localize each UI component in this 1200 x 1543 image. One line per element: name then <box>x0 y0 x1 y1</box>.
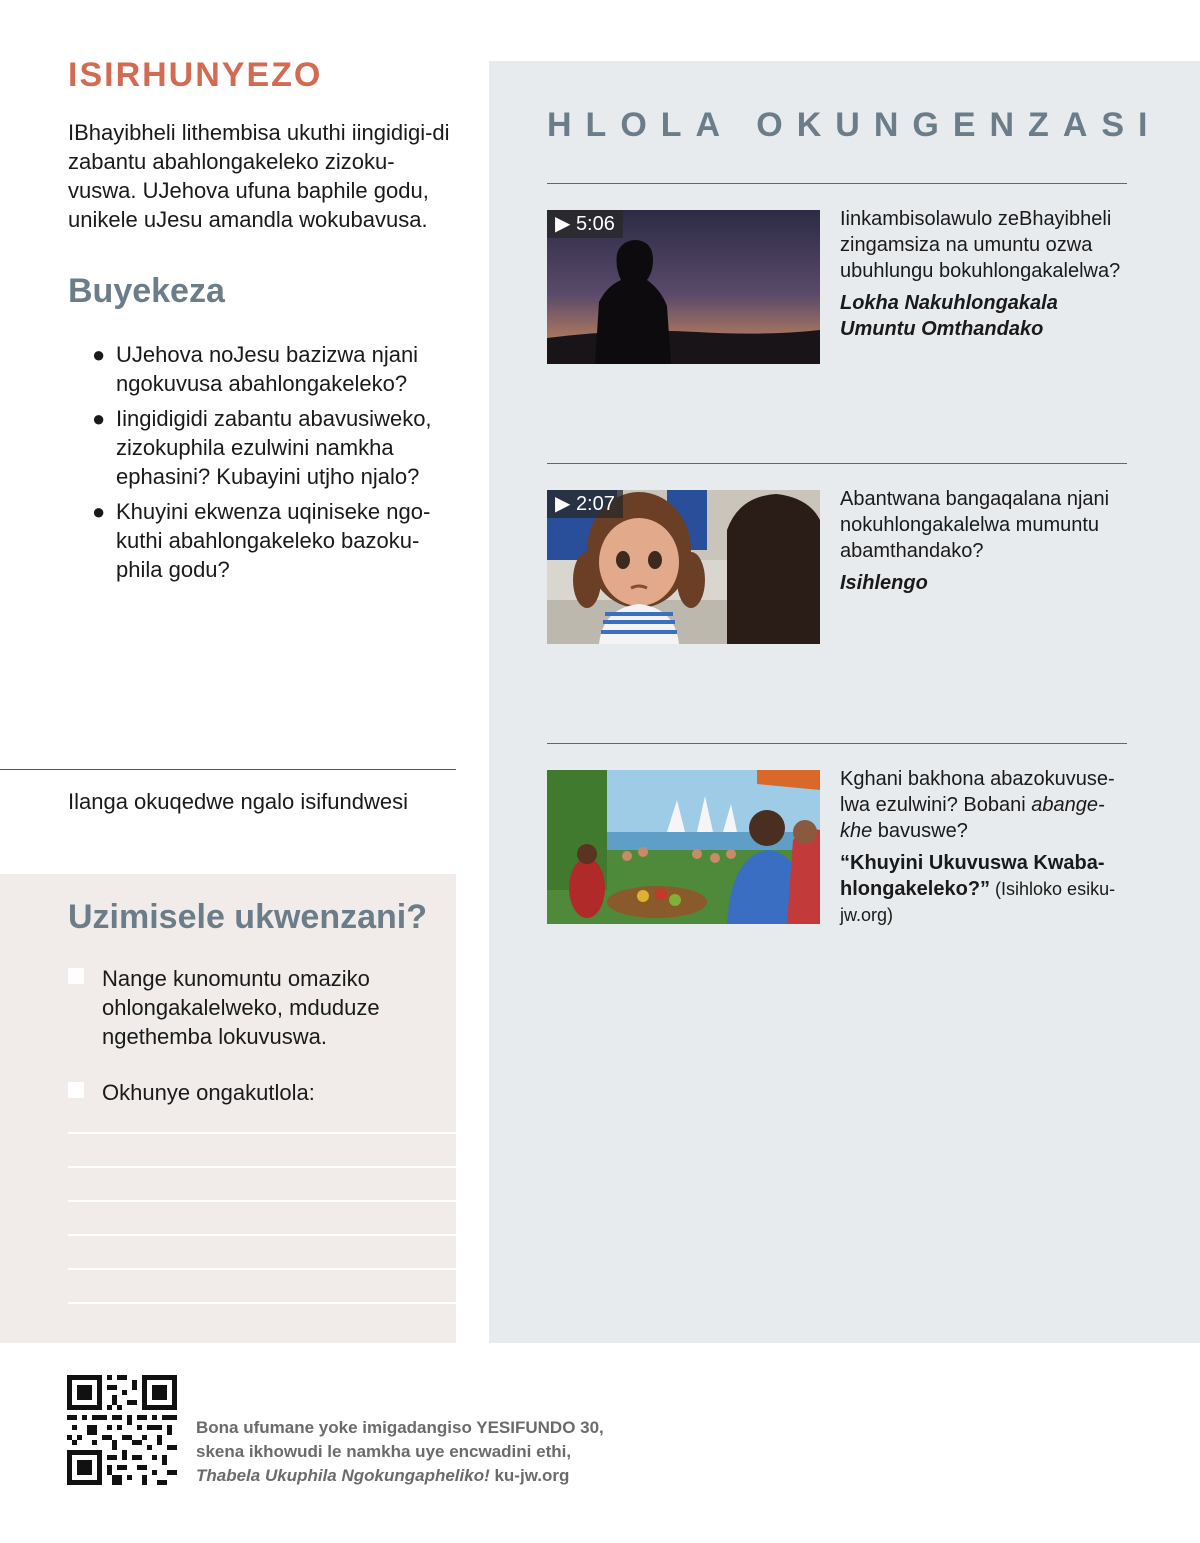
video-title-link[interactable]: Lokha Nakuhlongakala Umuntu Omthandako <box>840 292 1058 340</box>
review-question: Khuyini ekwenza uqiniseke ngo-kuthi abahlongakeleko bazoku-phila godu? <box>116 499 431 582</box>
summary-heading: ISIRHUNYEZO <box>68 56 323 94</box>
question-text: Kghani bakhona abazokuvuse-lwa ezulwini? Bobani <box>840 768 1115 816</box>
site-link[interactable]: ku-jw.org <box>489 1466 570 1485</box>
qr-code-icon[interactable] <box>67 1375 177 1485</box>
list-item <box>92 404 462 491</box>
footer-line: skena ikhowudi le namkha uye encwadini ethi, <box>196 1442 572 1461</box>
review-heading: Buyekeza <box>68 272 225 310</box>
explore-item-text <box>840 486 1130 596</box>
explore-item-text <box>840 766 1130 928</box>
bullet-icon: ● <box>92 406 106 431</box>
summary-text: IBhayibheli lithembisa ukuthi iingidigi-di zabantu abahlongakeleko zizoku-vuswa. UJehova ufuna baphile godu, unikele uJesu amandla wokubavusa. <box>68 120 450 232</box>
goal-option-label: Nange kunomuntu omaziko ohlongakalelweko, mduduze ngethemba lokuvuswa. <box>102 966 380 1049</box>
footer-text <box>196 1416 636 1488</box>
writing-line[interactable] <box>68 1132 456 1134</box>
review-question: UJehova noJesu bazizwa njani ngokuvusa abahlongakeleko? <box>116 342 419 396</box>
question-emphasis: abange-khe <box>840 794 1105 842</box>
footer-line: Bona ufumane yoke imigadangiso YESIFUNDO 30, <box>196 1418 604 1437</box>
divider <box>547 463 1127 464</box>
writing-line[interactable] <box>68 1234 456 1236</box>
goal-heading: Uzimisele ukwenzani? <box>68 898 427 936</box>
writing-line[interactable] <box>68 1200 456 1202</box>
review-question: Iingidigidi zabantu abavusiweko, zizokuphila ezulwini namkha ephasini? Kubayini utjho njalo? <box>116 406 432 489</box>
video-title-link[interactable]: Isihlengo <box>840 572 928 594</box>
video-thumbnail[interactable] <box>547 210 820 364</box>
video-duration: ▶ 2:07 <box>547 490 623 518</box>
review-list <box>92 340 462 590</box>
date-completed-label: Ilanga okuqedwe ngalo isifundwesi <box>68 789 409 814</box>
article-source: (Isihloko esiku-jw.org) <box>840 879 1116 925</box>
bullet-icon: ● <box>92 499 106 524</box>
writing-line[interactable] <box>68 1166 456 1168</box>
writing-line[interactable] <box>68 1302 456 1304</box>
article-title[interactable]: “Khuyini Ukuvuswa Kwaba-hlongakeleko?” <box>840 852 1105 900</box>
video-thumbnail[interactable] <box>547 490 820 644</box>
goal-option-label: Okhunye ongakutlola: <box>102 1080 315 1105</box>
list-item <box>92 497 462 584</box>
goal-option[interactable] <box>68 964 448 1051</box>
explore-question: Abantwana bangaqalana njani nokuhlongakalelwa mumuntu abamthandako? <box>840 488 1110 562</box>
list-item <box>92 340 462 398</box>
footer-line <box>196 1464 636 1488</box>
divider <box>547 183 1127 184</box>
article-thumbnail[interactable] <box>547 770 820 924</box>
article-title-link[interactable] <box>840 850 1130 928</box>
book-title: Thabela Ukuphila Ngokungapheliko! <box>196 1466 490 1485</box>
video-duration: ▶ 5:06 <box>547 210 623 238</box>
explore-question: Iinkambisolawulo zeBhayibheli zingamsiza na umuntu ozwa ubuhlungu bokuhlongakalelwa? <box>840 208 1121 282</box>
writing-line[interactable] <box>68 1268 456 1270</box>
goal-box <box>0 874 456 1343</box>
explore-item-text <box>840 206 1130 342</box>
explore-question <box>840 766 1130 844</box>
checkbox[interactable] <box>68 968 84 984</box>
question-text: bavuswe? <box>872 820 968 842</box>
bullet-icon: ● <box>92 342 106 367</box>
checkbox[interactable] <box>68 1082 84 1098</box>
paradise-gathering-image <box>547 770 820 924</box>
explore-heading: HLOLA OKUNGENZASI <box>547 106 1162 144</box>
divider <box>547 743 1127 744</box>
goal-option[interactable] <box>68 1078 448 1107</box>
divider <box>0 769 456 770</box>
